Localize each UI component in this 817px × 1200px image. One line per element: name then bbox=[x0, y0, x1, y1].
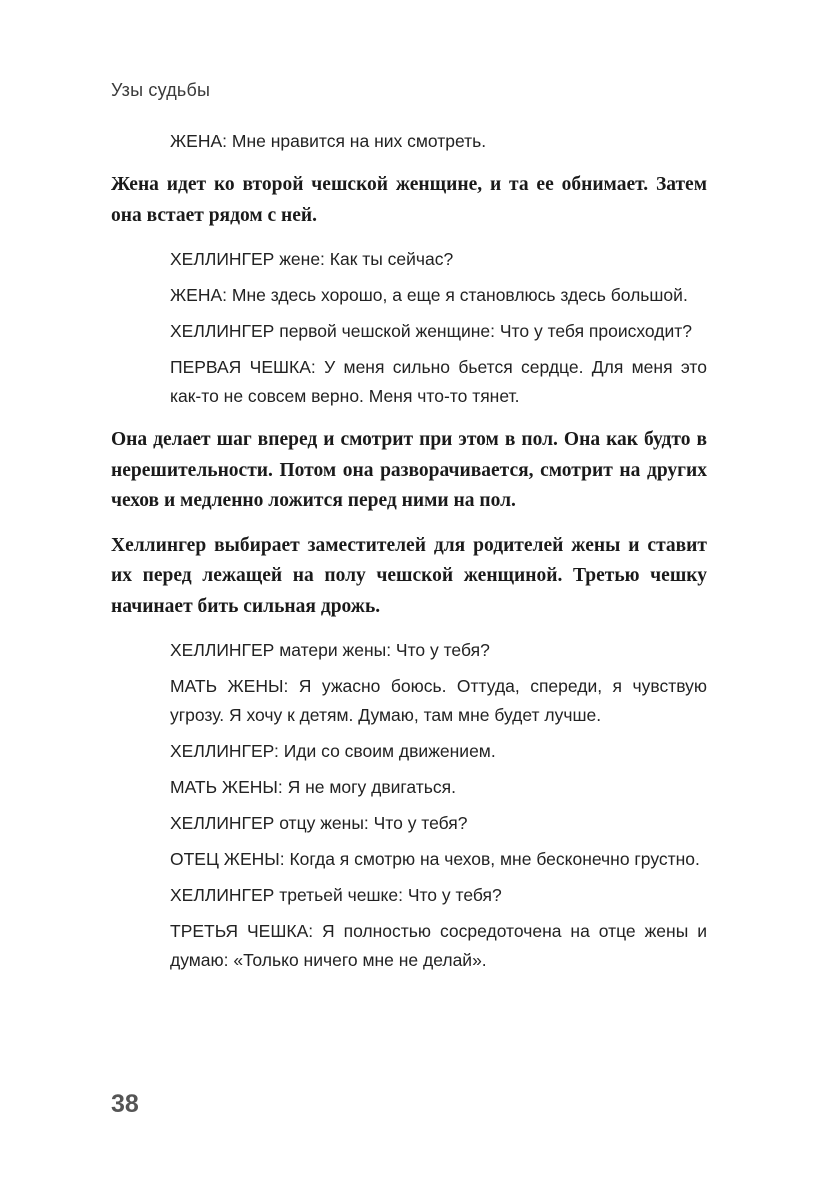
dialogue-line: ХЕЛЛИНГЕР: Иди со своим движением. bbox=[170, 741, 496, 761]
dialogue-line: ХЕЛЛИНГЕР третьей чешке: Что у тебя? bbox=[170, 885, 502, 905]
dialogue-line: МАТЬ ЖЕНЫ: Я ужасно боюсь. Оттуда, спереди, я чувствую угрозу. Я хочу к детям. Думаю, там мне будет лучше. bbox=[170, 676, 707, 725]
narration-paragraph: Она делает шаг вперед и смотрит при этом в пол. Она как будто в нерешительности. Потом она разворачивается, смотрит на других чехов и медленно ложится перед ними на пол. bbox=[111, 429, 707, 511]
dialogue-line: ХЕЛЛИНГЕР отцу жены: Что у тебя? bbox=[170, 813, 468, 833]
running-title: Узы судьбы bbox=[111, 80, 211, 100]
dialogue-line: МАТЬ ЖЕНЫ: Я не могу двигаться. bbox=[170, 777, 456, 797]
dialogue-line: ХЕЛЛИНГЕР матери жены: Что у тебя? bbox=[170, 640, 490, 660]
dialogue-line: ОТЕЦ ЖЕНЫ: Когда я смотрю на чехов, мне бесконечно грустно. bbox=[170, 849, 700, 869]
dialogue-line: ТРЕТЬЯ ЧЕШКА: Я полностью сосредоточена на отце жены и думаю: «Только ничего мне не делай». bbox=[170, 921, 707, 970]
dialogue-line: ЖЕНА: Мне здесь хорошо, а еще я становлюсь здесь большой. bbox=[170, 285, 688, 305]
dialogue-line: ЖЕНА: Мне нравится на них смотреть. bbox=[170, 131, 487, 151]
page-number: 38 bbox=[111, 1090, 139, 1118]
dialogue-line: ПЕРВАЯ ЧЕШКА: У меня сильно бьется сердце. Для меня это как-то не совсем верно. Меня что-то тянет. bbox=[170, 357, 707, 406]
narration-paragraph: Хеллингер выбирает заместителей для родителей жены и ставит их перед лежащей на полу чешской женщиной. Третью чешку начинает бить сильная дрожь. bbox=[111, 534, 707, 617]
dialogue-line: ХЕЛЛИНГЕР жене: Как ты сейчас? bbox=[170, 249, 454, 269]
page-body bbox=[111, 127, 707, 982]
narration-paragraph: Жена идет ко второй чешской женщине, и та ее обнимает. Затем она встает рядом с ней. bbox=[111, 174, 707, 226]
dialogue-line: ХЕЛЛИНГЕР первой чешской женщине: Что у тебя происходит? bbox=[170, 321, 693, 341]
